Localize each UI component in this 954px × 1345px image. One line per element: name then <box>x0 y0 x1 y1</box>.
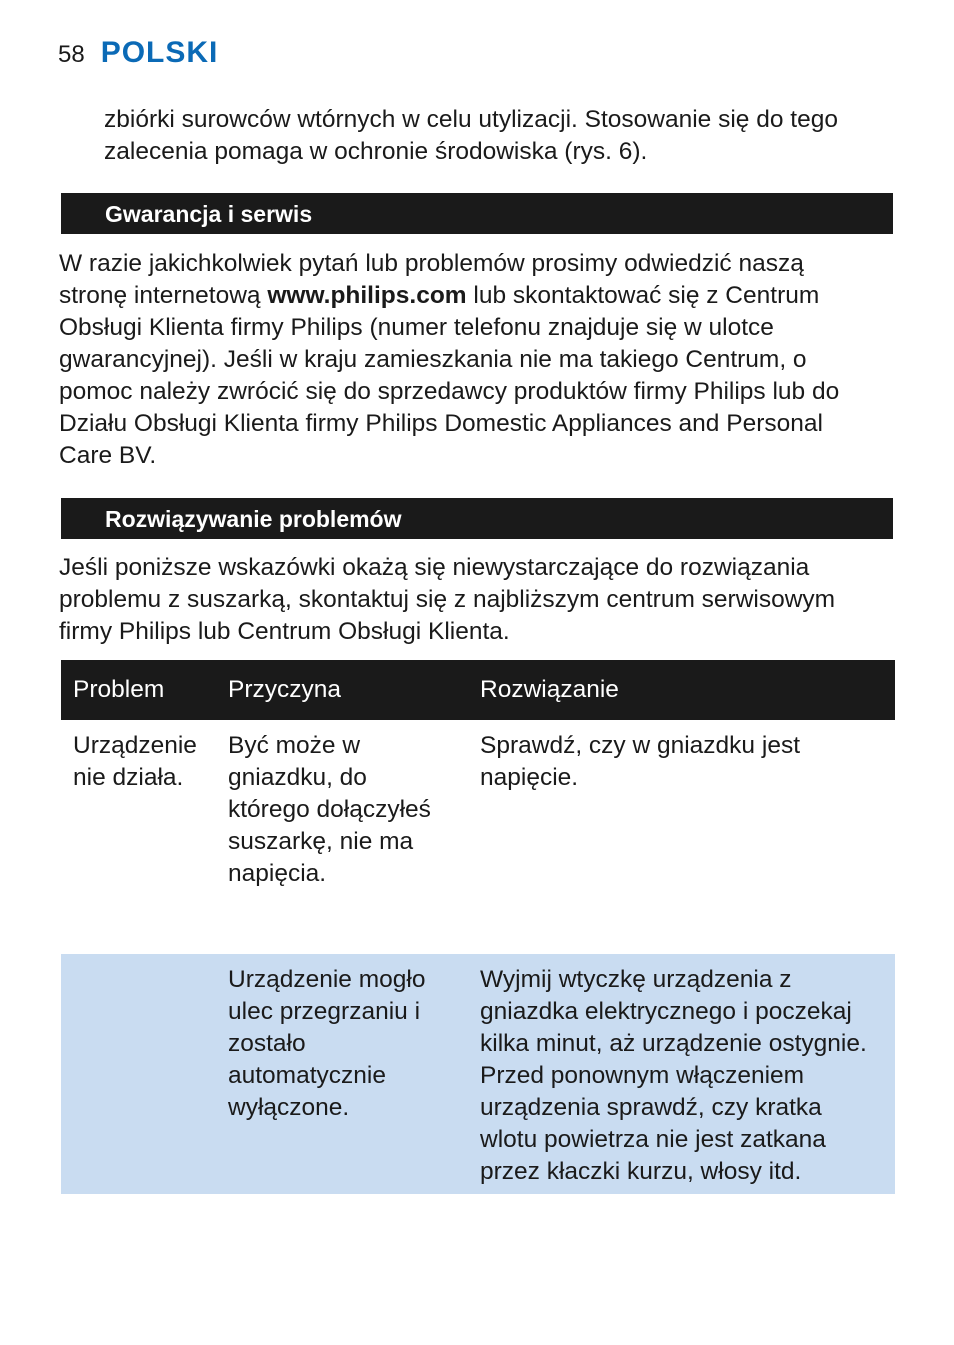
guarantee-paragraph <box>59 248 899 472</box>
column-header-cause: Przyczyna <box>228 676 342 703</box>
cell-solution: Sprawdź, czy w gniazdku jest napięcie. <box>480 732 800 791</box>
troubleshooting-table <box>61 660 895 1194</box>
language-title: POLSKI <box>100 36 219 69</box>
guarantee-text-end: lub skontaktować się z Centrum Obsługi Klienta firmy Philips (numer telefonu znajduje się w ulotce gwarancyjnej). Jeśli w kraju zamieszkania nie ma takiego Centrum, o pomoc należy zwrócić się do sprzedawcy produktów firmy Philips lub do Działu Obsługi Klienta firmy Philips Domestic Appliances and Personal Care BV. <box>59 282 840 469</box>
philips-website-link[interactable]: www.philips.com <box>267 282 467 309</box>
column-header-problem: Problem <box>73 676 165 703</box>
guarantee-text-start: W razie jakichkolwiek pytań lub problemów prosimy odwiedzić naszą stronę internetową <box>59 250 804 309</box>
section-heading-troubleshooting: Rozwiązywanie problemów <box>61 498 893 539</box>
cell-solution: Wyjmij wtyczkę urządzenia z gniazdka elektrycznego i poczekaj kilka minut, aż urządzenie ostygnie. Przed ponownym włączeniem urządzenia sprawdź, czy kratka wlotu powietrza nie jest zatkana przez kłaczki kurzu, włosy itd. <box>480 966 867 1185</box>
table-header <box>61 660 895 720</box>
cell-problem: Urządzenie nie działa. <box>73 732 197 791</box>
intro-paragraph: zbiórki surowców wtórnych w celu utylizacji. Stosowanie się do tego zalecenia pomaga w ochronie środowiska (rys. 6). <box>104 106 838 165</box>
cell-problem <box>61 954 228 1194</box>
page-number: 58 <box>58 41 85 68</box>
cell-cause: Urządzenie mogło ulec przegrzaniu i zostało automatycznie wyłączone. <box>228 966 426 1121</box>
troubleshooting-intro: Jeśli poniższe wskazówki okażą się niewystarczające do rozwiązania problemu z suszarką, skontaktuj się z najbliższym centrum serwisowym firmy Philips lub Centrum Obsługi Klienta. <box>59 554 836 645</box>
column-header-solution: Rozwiązanie <box>480 676 619 703</box>
table-row <box>61 954 895 1194</box>
section-heading-guarantee: Gwarancja i serwis <box>61 193 893 234</box>
page-header <box>58 36 218 70</box>
table-row <box>61 720 895 954</box>
cell-cause: Być może w gniazdku, do którego dołączyłeś suszarkę, nie ma napięcia. <box>228 732 431 887</box>
